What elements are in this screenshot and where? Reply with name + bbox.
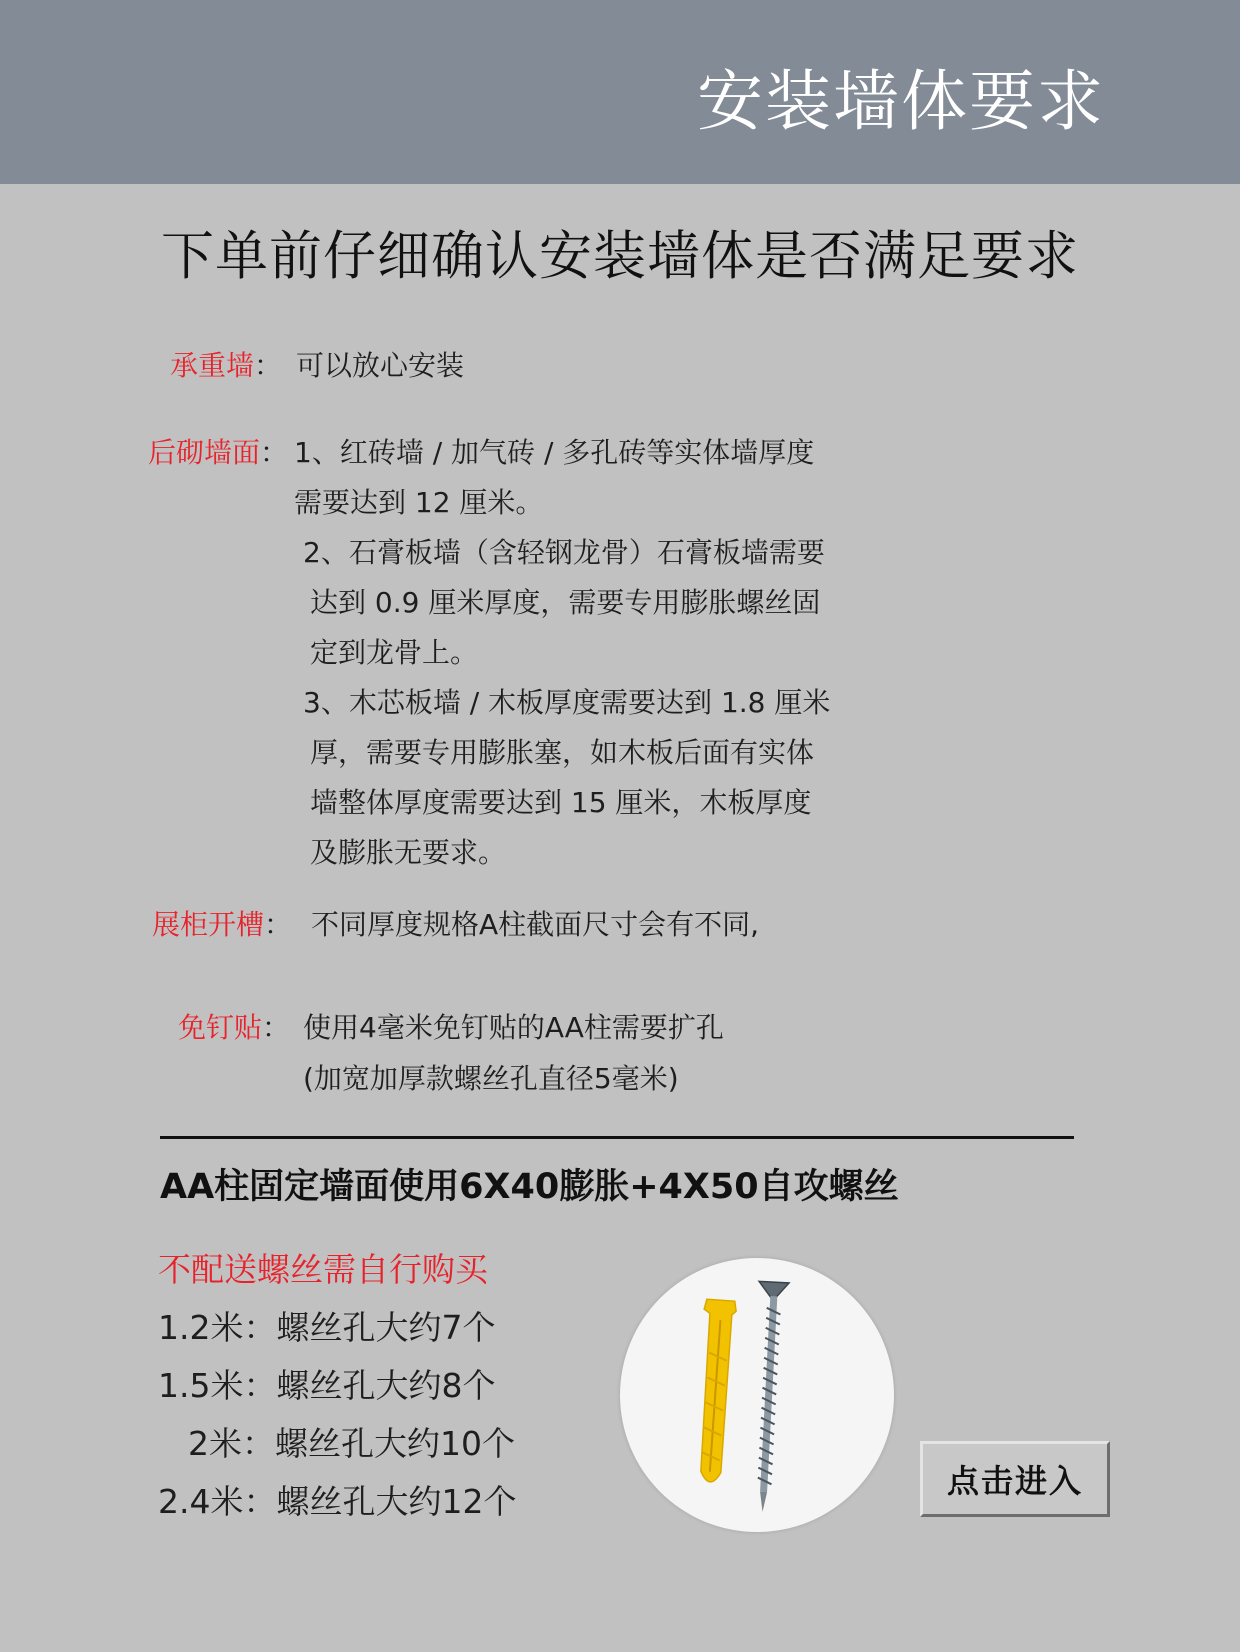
partition-line-4: 达到 0.9 厘米厚度，需要专用膨胀螺丝固	[310, 586, 821, 619]
aa-column-heading: AA柱固定墙面使用6X40膨胀+4X50自攻螺丝	[160, 1167, 899, 1207]
section-divider	[160, 1136, 1074, 1139]
partition-line-7: 厚，需要专用膨胀塞，如木板后面有实体	[310, 736, 815, 769]
no-drill-line-1: 使用4毫米免钉贴的AA柱需要扩孔	[303, 1011, 724, 1044]
header-title: 安装墙体要求	[697, 63, 1105, 140]
anchor-screw-image	[620, 1258, 894, 1532]
enter-button[interactable]: 点击进入	[920, 1441, 1110, 1517]
page-subtitle: 下单前仔细确认安装墙体是否满足要求	[161, 226, 1079, 287]
header-banner	[0, 0, 1240, 184]
no-drill-label: 免钉贴：	[178, 1011, 291, 1044]
hole-count-row: 1.5米：螺丝孔大约8个	[158, 1366, 496, 1405]
load-bearing-text: 可以放心安装	[296, 349, 465, 382]
hole-count-row: 2米：螺丝孔大约10个	[188, 1424, 515, 1463]
partition-wall-label: 后砌墙面：	[148, 436, 289, 469]
partition-line-9: 及膨胀无要求。	[310, 836, 507, 869]
anchor-and-screw-icon	[620, 1258, 894, 1532]
partition-line-1: 1、红砖墙 / 加气砖 / 多孔砖等实体墙厚度	[294, 436, 815, 469]
hole-count-row: 2.4米：螺丝孔大约12个	[158, 1482, 517, 1521]
partition-line-2: 需要达到 12 厘米。	[294, 486, 544, 519]
slotting-label: 展柜开槽：	[152, 908, 293, 941]
partition-line-6: 3、木芯板墙 / 木板厚度需要达到 1.8 厘米	[303, 686, 831, 719]
partition-line-3: 2、石膏板墙（含轻钢龙骨）石膏板墙需要	[303, 536, 825, 569]
partition-line-5: 定到龙骨上。	[310, 636, 479, 669]
partition-line-8: 墙整体厚度需要达到 15 厘米，木板厚度	[310, 786, 812, 819]
screws-not-included-note: 不配送螺丝需自行购买	[158, 1250, 488, 1289]
slotting-text: 不同厚度规格A柱截面尺寸会有不同,	[311, 908, 760, 941]
load-bearing-label: 承重墙：	[170, 349, 283, 382]
hole-count-row: 1.2米：螺丝孔大约7个	[158, 1308, 496, 1347]
no-drill-line-2: (加宽加厚款螺丝孔直径5毫米)	[303, 1062, 679, 1095]
